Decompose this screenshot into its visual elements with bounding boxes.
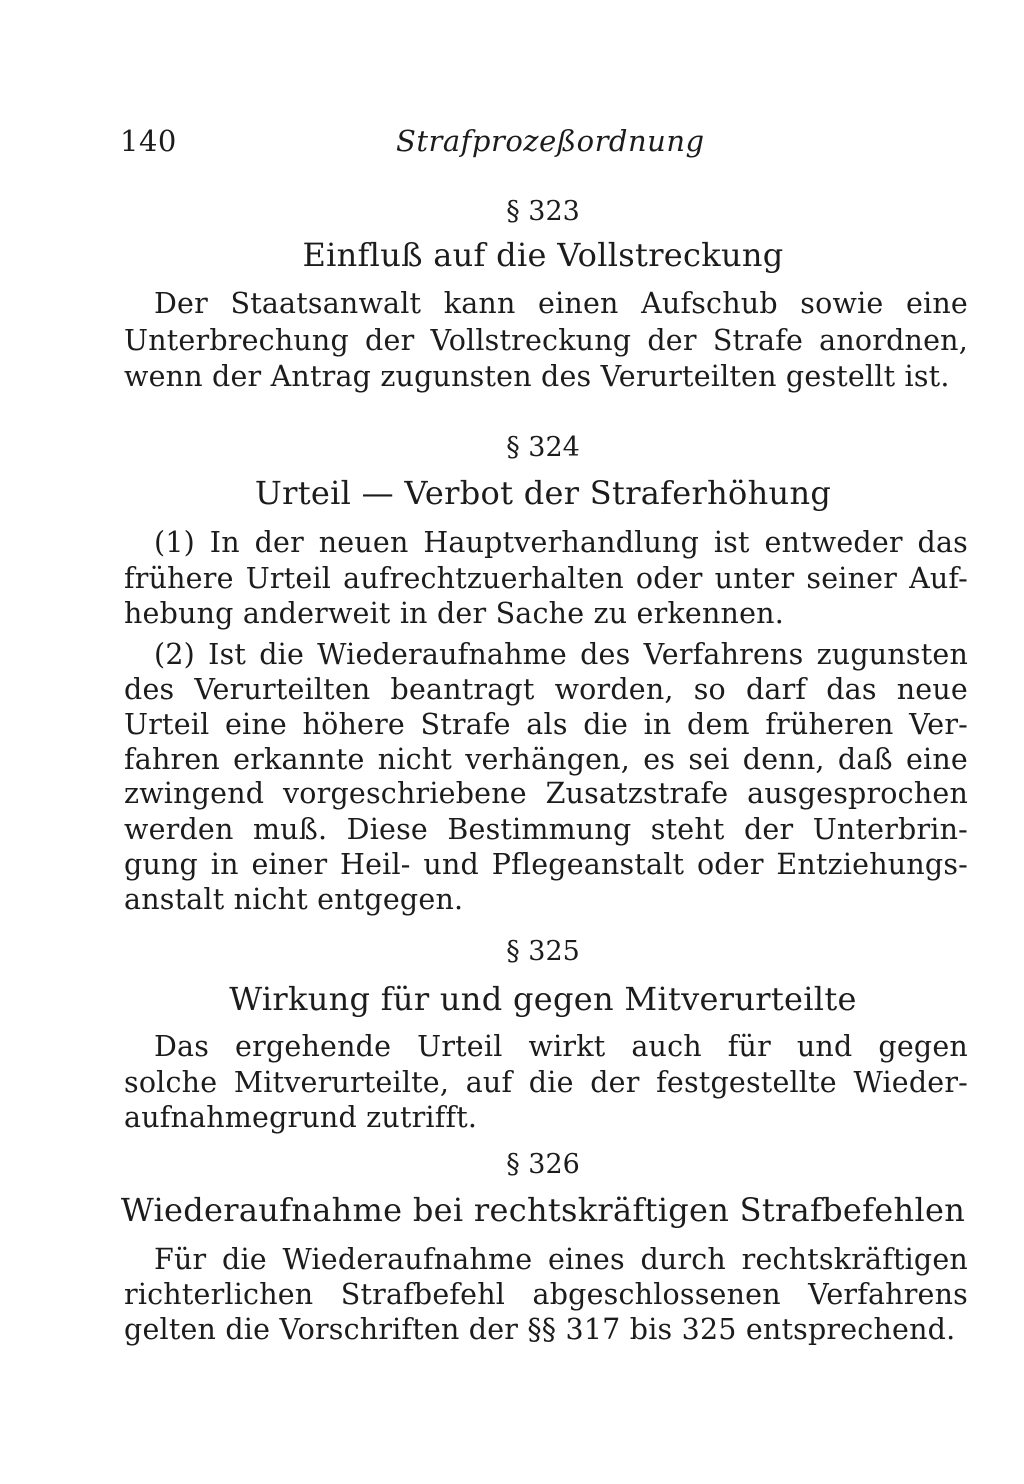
section-323-line: wenn der Antrag zugunsten des Verurteilten gestellt ist. [124,360,950,393]
section-324-line: Urteil eine höhere Strafe als die in dem früheren Ver- [124,708,968,741]
section-324-line: hebung anderweit in der Sache zu erkennen. [124,597,784,630]
section-325-title: Wirkung für und gegen Mitverurteilte [229,980,857,1018]
section-324-line: fahren erkannte nicht verhängen, es sei denn, daß eine [124,743,968,776]
page-number: 140 [120,124,177,158]
section-324-line: frühere Urteil aufrechtzuerhalten oder unter seiner Auf- [124,562,968,595]
section-325-number: § 325 [506,936,580,967]
section-326-title: Wiederaufnahme bei rechtskräftigen Strafbefehlen [120,1191,966,1229]
section-324-line: (2) Ist die Wiederaufnahme des Verfahrens zugunsten [154,638,968,671]
section-324-number: § 324 [506,432,580,463]
section-324-line: des Verurteilten beantragt worden, so darf das neue [124,673,968,706]
section-326-line: Für die Wiederaufnahme eines durch rechtskräftigen [154,1243,968,1276]
section-324-line: werden muß. Diese Bestimmung steht der Unterbrin- [124,813,968,846]
section-324-line: gung in einer Heil- und Pflegeanstalt oder Entziehungs- [124,848,968,881]
section-323-line: Unterbrechung der Vollstreckung der Strafe anordnen, [124,324,968,357]
section-323-title: Einfluß auf die Vollstreckung [302,236,784,274]
section-323-line: Der Staatsanwalt kann einen Aufschub sowie eine [154,287,968,320]
section-325-line: solche Mitverurteilte, auf die der festgestellte Wieder- [124,1066,968,1099]
section-325-line: aufnahmegrund zutrifft. [124,1101,478,1134]
section-324-line: zwingend vorgeschriebene Zusatzstrafe ausgesprochen [124,777,968,810]
section-326-number: § 326 [506,1149,580,1180]
section-324-line: (1) In der neuen Hauptverhandlung ist entweder das [154,526,968,559]
section-324-line: anstalt nicht entgegen. [124,883,464,916]
section-326-line: gelten die Vorschriften der §§ 317 bis 325 entsprechend. [124,1313,956,1346]
section-326-line: richterlichen Strafbefehl abgeschlossenen Verfahrens [124,1278,968,1311]
running-title: Strafprozeßordnung [396,124,705,158]
section-324-title: Urteil — Verbot der Straferhöhung [254,474,832,512]
section-325-line: Das ergehende Urteil wirkt auch für und gegen [154,1030,968,1063]
section-323-number: § 323 [506,196,580,227]
